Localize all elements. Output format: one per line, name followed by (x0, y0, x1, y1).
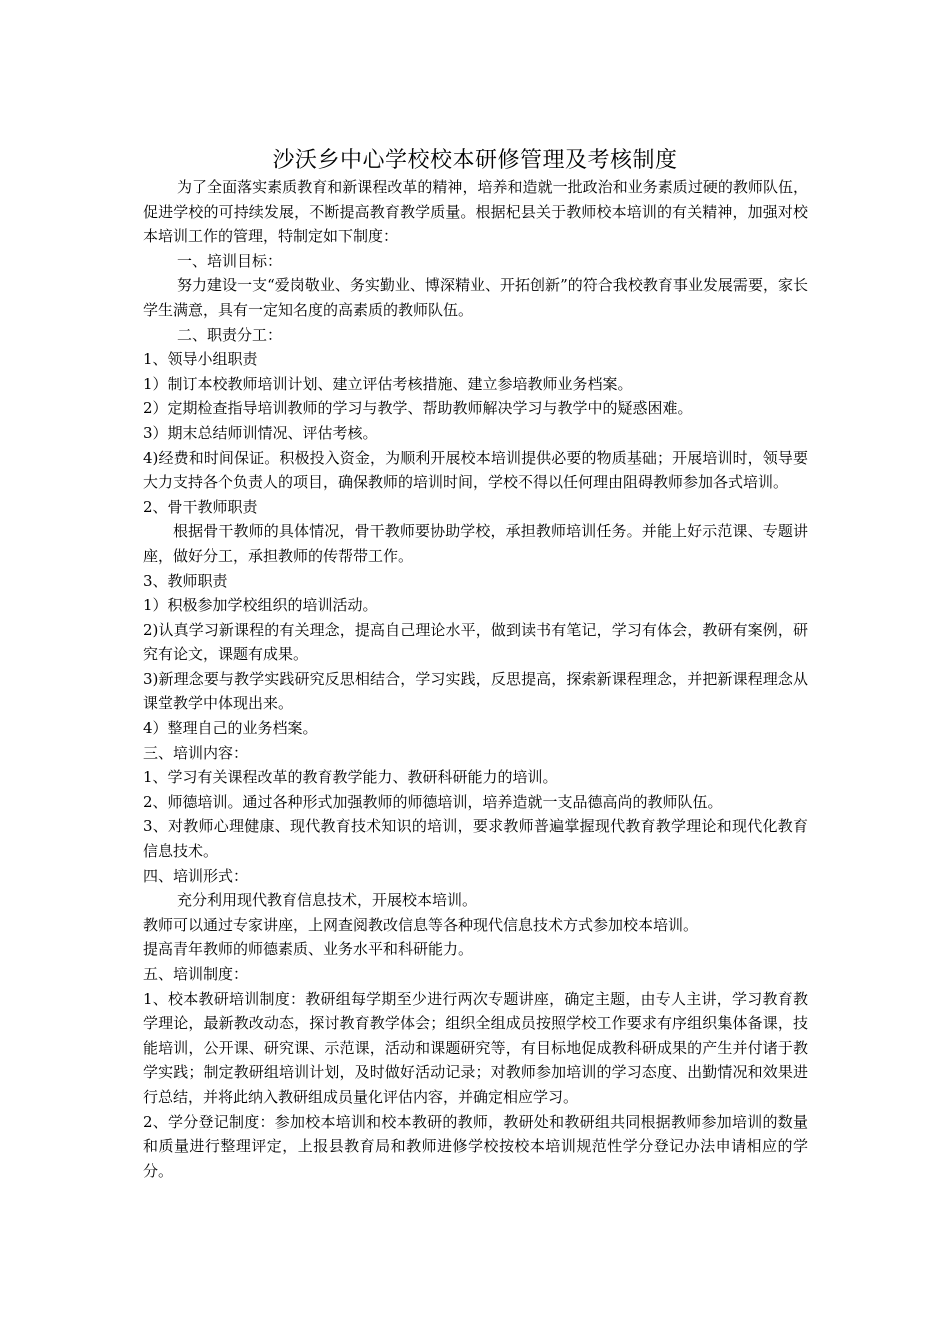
paragraph: 根据骨干教师的具体情况，骨干教师要协助学校，承担教师培训任务。并能上好示范课、专题讲座，做好分工，承担教师的传帮带工作。 (143, 522, 808, 565)
paragraph: 2)认真学习新课程的有关理念，提高自己理论水平，做到读书有笔记，学习有体会，教研有案例，研究有论文，课题有成果。 (143, 620, 808, 664)
paragraph: 3、教师职责 (143, 571, 228, 590)
paragraph: 充分利用现代教育信息技术，开展校本培训。 (177, 891, 478, 910)
paragraph: 一、培训目标： (177, 251, 283, 270)
paragraph: 努力建设一支“爱岗敬业、务实勤业、博深精业、开拓创新”的符合我校教育事业发展需要，家长学生满意，具有一定知名度的高素质的教师队伍。 (143, 276, 808, 319)
paragraph: 4）整理自己的业务档案。 (143, 719, 318, 738)
paragraph: 2、学分登记制度：参加校本培训和校本教研的教师，教研处和教研组共同根据教师参加培训的数量和质量进行整理评定，上报县教育局和教师进修学校按校本培训规范性学分登记办法申请相应的学分。 (143, 1112, 808, 1180)
paragraph: 三、培训内容： (143, 743, 249, 762)
paragraph: 提高青年教师的师德素质、业务水平和科研能力。 (143, 940, 474, 959)
paragraph: 3、对教师心理健康、现代教育技术知识的培训，要求教师普遍掌握现代教育教学理论和现代化教育信息技术。 (143, 817, 808, 861)
paragraph: 1、校本教研培训制度：教研组每学期至少进行两次专题讲座，确定主题，由专人主讲，学习教育教学理论，最新教改动态，探讨教育教学体会；组织全组成员按照学校工作要求有序组织集体备课，技能培训，公开课、研究课、示范课，活动和课题研究等，有目标地促成教科研成果的产生并付诸于教学实践；制定教研组培训计划，及时做好活动记录；对教师参加培训的学习态度、出勤情况和效果进行总结，并将此纳入教研组成员量化评估内容，并确定相应学习。 (143, 989, 808, 1106)
paragraph: 1、领导小组职责 (143, 350, 258, 369)
paragraph: 二、职责分工： (177, 325, 283, 344)
document-body (143, 175, 808, 1183)
paragraph: 4)经费和时间保证。积极投入资金，为顺利开展校本培训提供必要的物质基础；开展培训时，领导要大力支持各个负责人的项目，确保教师的培训时间，学校不得以任何理由阻碍教师参加各式培训。 (143, 448, 808, 492)
document-title: 沙沃乡中心学校校本研修管理及考核制度 (272, 148, 678, 173)
paragraph: 2、师德培训。通过各种形式加强教师的师德培训，培养造就一支品德高尚的教师队伍。 (143, 792, 723, 811)
paragraph: 教师可以通过专家讲座，上网查阅教改信息等各种现代信息技术方式参加校本培训。 (143, 915, 699, 934)
paragraph: 3）期末总结师训情况、评估考核。 (143, 423, 378, 442)
paragraph: 1、学习有关课程改革的教育教学能力、教研科研能力的培训。 (143, 768, 558, 787)
paragraph: 2）定期检查指导培训教师的学习与教学、帮助教师解决学习与教学中的疑惑困难。 (143, 399, 693, 418)
paragraph: 四、培训形式： (143, 866, 249, 885)
paragraph: 1）制订本校教师培训计划、建立评估考核措施、建立参培教师业务档案。 (143, 374, 633, 393)
paragraph: 2、骨干教师职责 (143, 497, 258, 516)
paragraph: 3)新理念要与教学实践研究反思相结合，学习实践，反思提高，探索新课程理念，并把新课程理念从课堂教学中体现出来。 (143, 669, 808, 713)
paragraph: 五、培训制度： (143, 965, 249, 983)
paragraph: 为了全面落实素质教育和新课程改革的精神，培养和造就一批政治和业务素质过硬的教师队伍，促进学校的可持续发展，不断提高教育教学质量。根据杞县关于教师校本培训的有关精神，加强对校本培训工作的管理，特制定如下制度： (143, 178, 808, 246)
paragraph: 1）积极参加学校组织的培训活动。 (143, 596, 378, 615)
